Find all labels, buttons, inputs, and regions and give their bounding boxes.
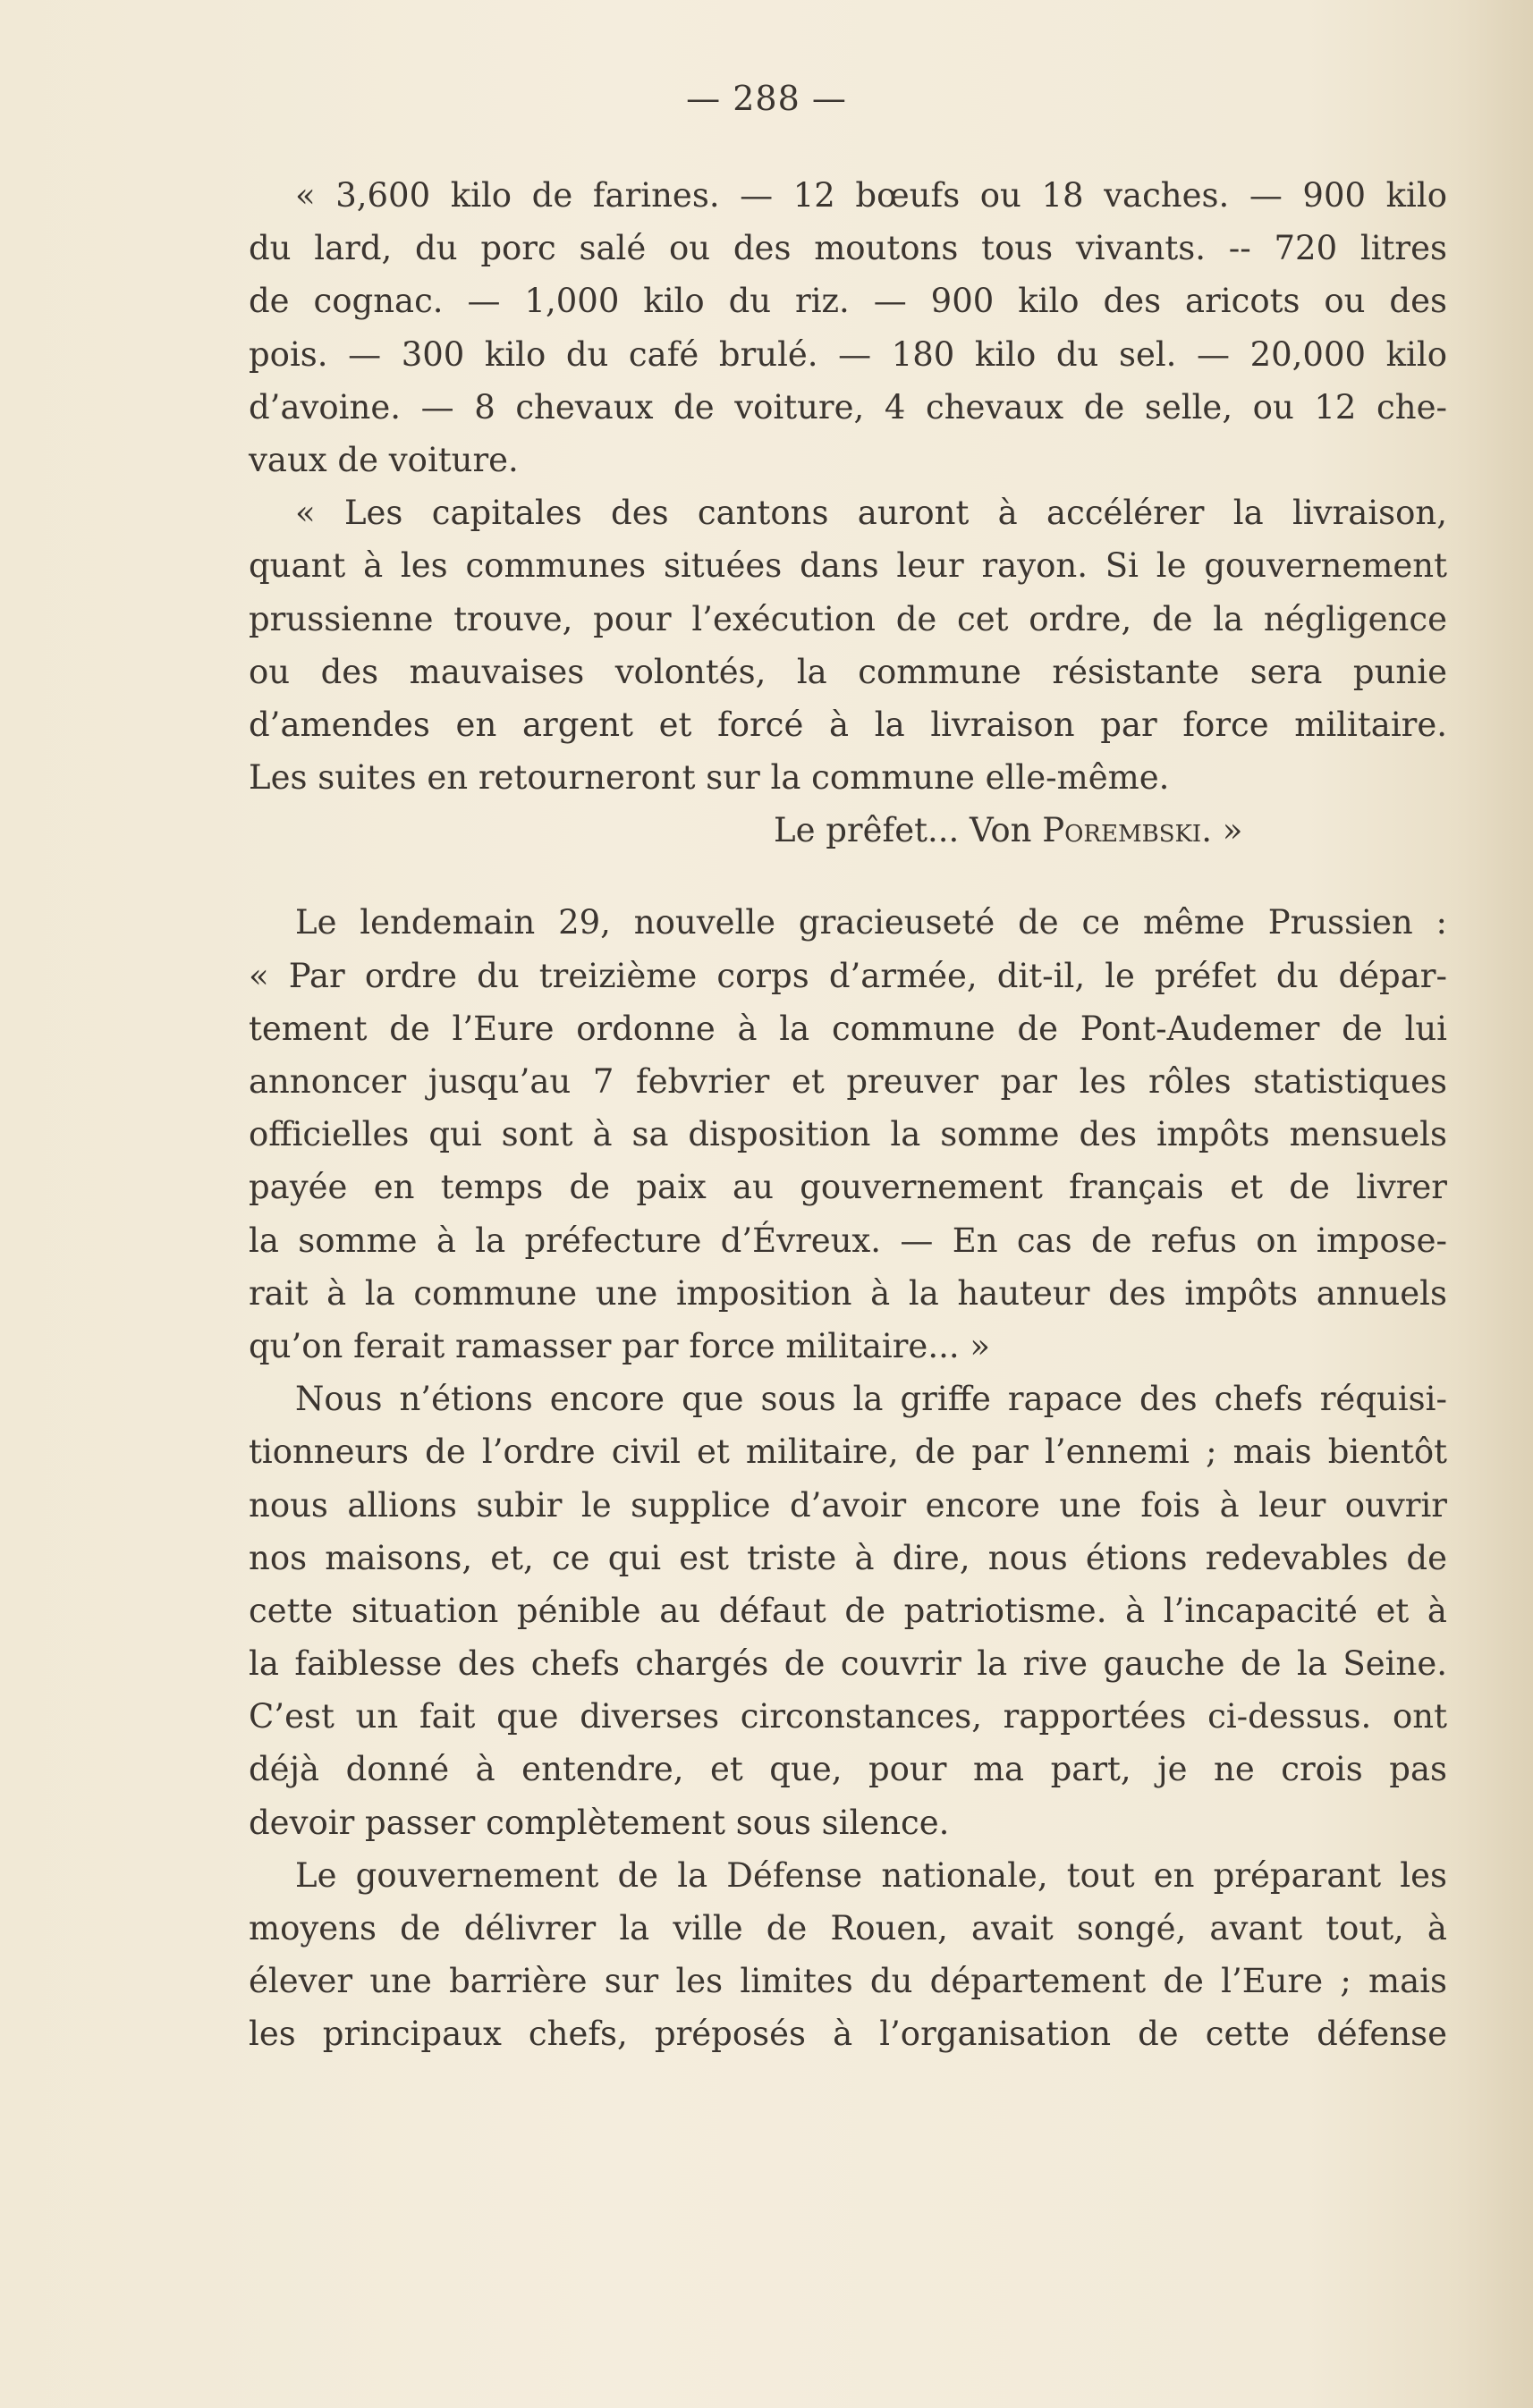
text-line: « Par ordre du treizième corps d’armée, dit-il, le préfet du dépar- [249, 956, 1447, 995]
text-line: qu’on ferait ramasser par force militaire... » [249, 1326, 990, 1365]
signature-suffix: . » [1201, 811, 1243, 850]
text-line: officielles qui sont à sa disposition la somme des impôts mensuels [249, 1115, 1447, 1154]
text-line: vaux de voiture. [249, 440, 519, 479]
text-line: Le lendemain 29, nouvelle gracieuseté de ce même Prussien : [295, 903, 1447, 942]
text-line: nos maisons, et, ce qui est triste à dire, nous étions redevables de [249, 1538, 1447, 1577]
text-line: rait à la commune une imposition à la hauteur des impôts annuels [249, 1273, 1447, 1313]
text-line: moyens de délivrer la ville de Rouen, avait songé, avant tout, à [249, 1909, 1447, 1948]
body-text [249, 169, 1447, 2061]
text-line: devoir passer complètement sous silence. [249, 1803, 950, 1842]
text-line: pois. — 300 kilo du café brulé. — 180 kilo du sel. — 20,000 kilo [249, 334, 1447, 374]
text-line: les principaux chefs, préposés à l’organisation de cette défense [249, 2015, 1447, 2054]
text-line: nous allions subir le supplice d’avoir encore une fois à leur ouvrir [249, 1485, 1447, 1525]
text-line: ou des mauvaises volontés, la commune résistante sera punie [249, 652, 1447, 691]
text-line: Le gouvernement de la Défense nationale, tout en préparant les [295, 1855, 1447, 1895]
page-number: — 288 — [686, 79, 847, 118]
signature [249, 804, 1447, 857]
text-line: prussienne trouve, pour l’exécution de cet ordre, de la négligence [249, 599, 1447, 638]
text-line: de cognac. — 1,000 kilo du riz. — 900 kilo des aricots ou des [249, 282, 1447, 321]
text-line: cette situation pénible au défaut de patriotisme. à l’incapacité et à [249, 1591, 1447, 1630]
text-line: « 3,600 kilo de farines. — 12 bœufs ou 18 vaches. — 900 kilo [295, 176, 1447, 215]
text-line: élever une barrière sur les limites du département de l’Eure ; mais [249, 1962, 1447, 2001]
text-line: tement de l’Eure ordonne à la commune de Pont-Audemer de lui [249, 1009, 1447, 1048]
section-gap [249, 857, 1447, 896]
text-line: la faiblesse des chefs chargés de couvrir la rive gauche de la Seine. [249, 1644, 1447, 1684]
text-line: annoncer jusqu’au 7 febvrier et preuver par les rôles statistiques [249, 1062, 1447, 1101]
signature-name: Porembski [1042, 811, 1202, 850]
text-line: payée en temps de paix au gouvernement français et de livrer [249, 1168, 1447, 1207]
text-line: « Les capitales des cantons auront à accélérer la livraison, [295, 494, 1447, 533]
text-line: quant à les communes situées dans leur rayon. Si le gouvernement [249, 546, 1447, 586]
text-line: du lard, du porc salé ou des moutons tous vivants. -- 720 litres [249, 229, 1447, 268]
text-line: tionneurs de l’ordre civil et militaire, de par l’ennemi ; mais bientôt [249, 1432, 1447, 1472]
text-line: d’avoine. — 8 chevaux de voiture, 4 chevaux de selle, ou 12 che- [249, 387, 1447, 427]
text-line: d’amendes en argent et forcé à la livraison par force militaire. [249, 705, 1447, 744]
signature-prefix: Le prêfet... Von [774, 811, 1043, 850]
text-line: déjà donné à entendre, et que, pour ma part, je ne crois pas [249, 1750, 1447, 1789]
text-line: Les suites en retourneront sur la commune elle-même. [249, 758, 1170, 798]
text-line: C’est un fait que diverses circonstances, rapportées ci-dessus. ont [249, 1697, 1447, 1736]
text-line: la somme à la préfecture d’Évreux. — En cas de refus on impose- [249, 1221, 1447, 1260]
text-line: Nous n’étions encore que sous la griffe rapace des chefs réquisi- [295, 1380, 1447, 1419]
